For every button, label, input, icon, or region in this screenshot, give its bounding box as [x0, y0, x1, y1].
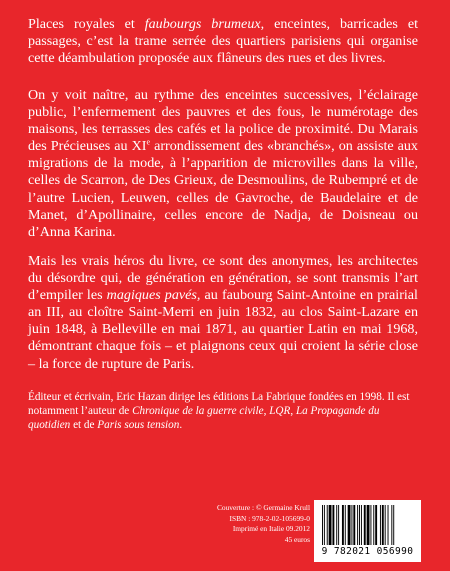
- publication-credits: [200, 503, 310, 545]
- isbn: ISBN : 978-2-02-105699-0: [229, 513, 310, 523]
- barcode-bar: [327, 505, 328, 545]
- text-run: On y voit naître, au rythme des enceintes successives, l’éclairage public, l’enfermement des pauvres et des fous, le numérotage des maisons, les terrasses des cafés et la police de proximité. Du Marais des Précieuses au XI: [28, 87, 418, 155]
- printing-info: Imprimé en Italie 09.2012: [232, 524, 310, 534]
- text-run: .: [179, 419, 183, 431]
- barcode-bar: [364, 505, 366, 545]
- text-run: au faubourg Saint-Antoine en prairial an III, au cloître Saint-Merri en juin 1832, au clos Saint-Lazare en juin 1848, à Belleville en mai 1871, au quartier Latin en mai 1968, démontrant chaque fois – et plaignons ceux qui croient la série close – la force de rupture de Paris.: [28, 287, 418, 372]
- blurb-paragraph-1: [28, 16, 418, 67]
- book-title: Paris sous tension: [97, 419, 180, 431]
- text-run: Mais les vrais héros du livre, ce sont des anonymes, les architectes du désordre qui, de génération en génération, se sont transmis l’art d’empiler les: [28, 253, 418, 304]
- italic-phrase: magiques pavés,: [106, 287, 201, 304]
- barcode: [314, 500, 421, 562]
- barcode-bar: [353, 505, 355, 545]
- barcode-bar: [359, 505, 360, 545]
- book-title: La Propagande du quotidien: [28, 405, 380, 431]
- barcode-digits: 9 782021 056990: [321, 546, 414, 557]
- text-run: et de: [70, 419, 98, 431]
- barcode-bar: [391, 505, 392, 545]
- price: 45 euros: [284, 534, 310, 544]
- barcode-bar: [388, 505, 389, 545]
- barcode-bar: [361, 505, 362, 545]
- text-run: arrondissement des «branchés», on assiste aux migrations de la mode, à l’apparition de microvilles dans la ville, celles de Scarron, de Des Grieux, de Desmoulins, de Rubempré et de l’autre Lucien, Leuwen, celles de Gavroche, de Baudelaire et de Manet, d’Apollinaire, celles encore de Nadja, de Doisneau ou d’Anna Karina.: [28, 138, 418, 240]
- blurb-paragraph-3: [28, 253, 418, 373]
- italic-phrase: faubourgs brumeux: [144, 16, 261, 32]
- text-run: ,: [263, 405, 270, 417]
- barcode-bar: [348, 505, 351, 545]
- barcode-bar: [382, 505, 384, 545]
- barcode-bar: [342, 505, 344, 545]
- barcode-bar: [393, 505, 394, 545]
- barcode-bar: [338, 505, 339, 545]
- barcode-bar: [375, 505, 377, 545]
- barcode-bar: [367, 505, 370, 545]
- superscript: e: [146, 137, 151, 147]
- barcode-bar: [357, 505, 358, 545]
- cover-credit: Couverture : © Germaine Krull: [216, 503, 310, 512]
- barcode-bar: [373, 505, 374, 545]
- barcode-bar: [336, 505, 337, 545]
- barcode-bars: [322, 505, 413, 545]
- barcode-bar: [329, 505, 332, 545]
- blurb-paragraph-2: [28, 87, 418, 241]
- barcode-bar: [385, 505, 386, 545]
- book-title: Chronique de la guerre civile: [132, 405, 264, 417]
- barcode-bar: [322, 505, 323, 545]
- text-run: Éditeur et écrivain, Eric Hazan dirige les éditions La Fabrique fondées en 1998. Il est notamment l’auteur de: [28, 391, 410, 417]
- barcode-bar: [324, 505, 325, 545]
- barcode-bar: [332, 505, 334, 545]
- text-run: ,: [290, 405, 296, 417]
- text-run: , enceintes, barricades et passages, c’est la trame serrée des quartiers parisiens qui organise cette déambulation proposée aux flâneurs des rues et des livres.: [28, 16, 419, 67]
- barcode-bar: [380, 505, 381, 545]
- barcode-bar: [345, 505, 346, 545]
- author-bio: [28, 390, 418, 432]
- barcode-bar: [370, 505, 371, 545]
- book-title: LQR: [269, 405, 291, 417]
- barcode-bar: [351, 505, 352, 545]
- text-run: Places royales et: [28, 16, 145, 32]
